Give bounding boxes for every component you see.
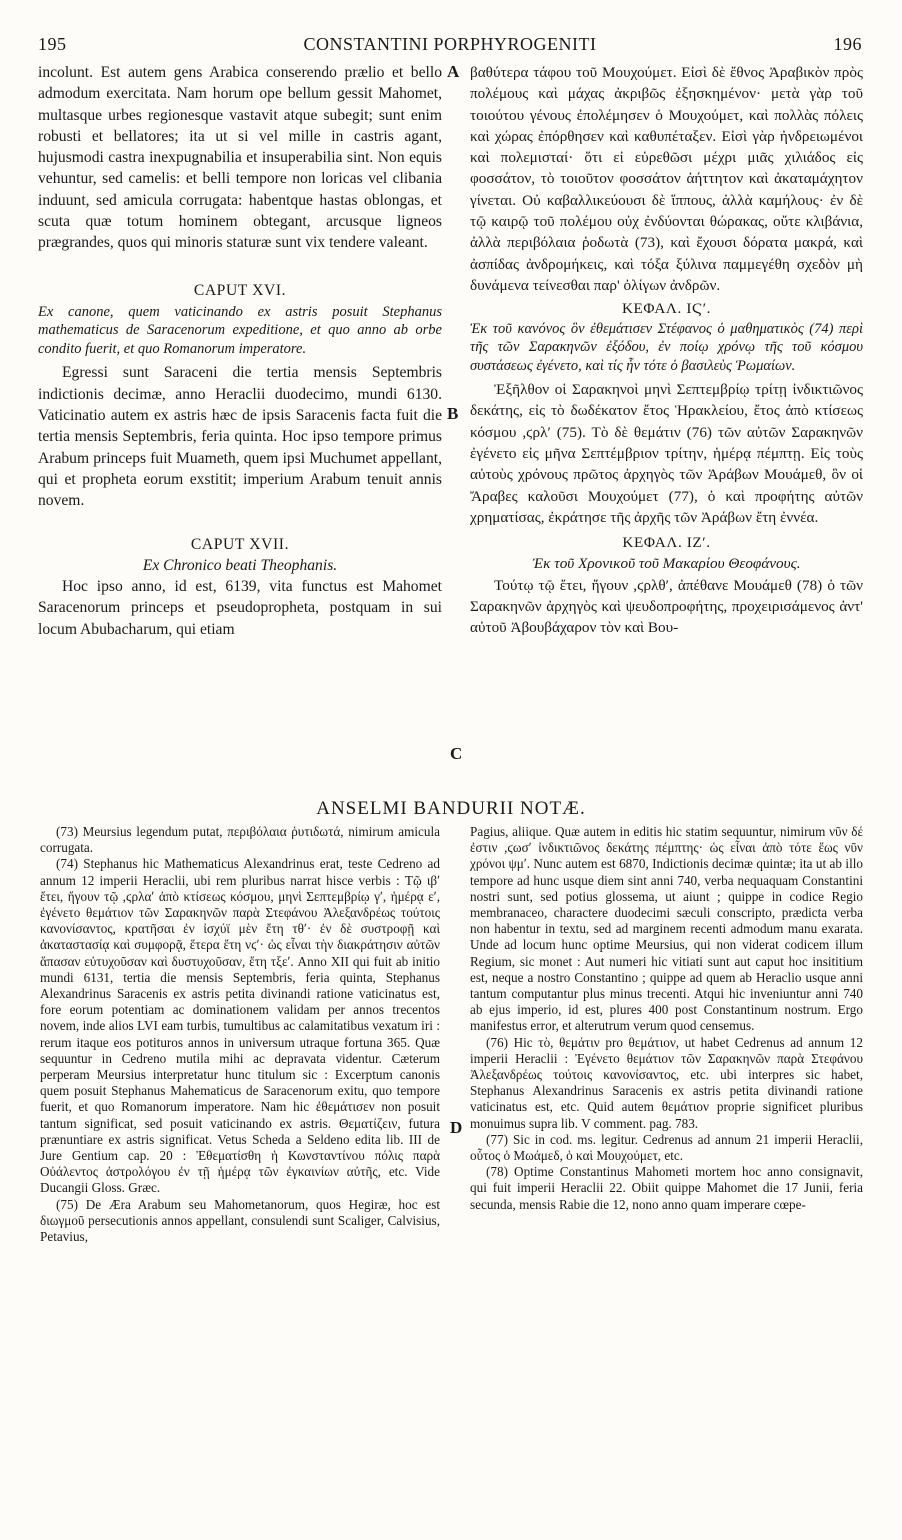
note-75-continued: Pagius, aliique. Quæ autem in editis hic statim sequuntur, nimirum νῦν δέ ἐστιν ,ϛωσʹ ἰνδικτιῶνος δεκάτης πέμπτης· ὡς εἶναι ἀπὸ τότε ἕως νῦν χρόνοι ψμʹ. Nunc autem est 6870, Indictionis decimæ quintæ; ita ut ab illo tempore ad hunc usque diem sint anni 740, verba nequaquam Constantini nostri sunt, sed potius glossema, ut aiunt ; quippe in codice Regio membranaceo, charactere duodecimi sæculi conscripto, prædicta verba non habentur in textu, sed ad marginem recenti admodum manu exarata. Unde ad locum hunc optime Meursius, qui non viderat codicem illum Regium, sic monet : Aut numeri hic vitiati sunt aut caput hoc insititium est, neque a nostro Constantino ; quippe ad quem ab Heraclio usque anni tantum computantur plus minus trecenti. Atqui hic inveniuntur anni 740 ab ejus imperio, id est, plures 400 post Constantinum nostrum. Ergo manifestus error, et alterutrum verum quod censemus. (470, 824, 863, 1034)
latin-chapter-16-title: CAPUT XVI. (193, 281, 287, 299)
greek-chapter-16-subtitle: Ἐκ τοῦ κανόνος ὃν ἐθεμάτισεν Στέφανος ὁ μαθηματικὸς (74) περὶ τῆς τῶν Σαρακηνῶν ἐξόδου, ἐν ποίῳ χρόνῳ τῆς τοῦ κόσμου συστάσεως ἐγένετο, καὶ τίς ἦν τότε ὁ βασιλεὺς Ῥωμαίων. (470, 320, 863, 374)
note-78: (78) Optime Constantinus Mahometi mortem hoc anno consignavit, qui fuit imperii Heraclii 22. Obiit quippe Mahomet die 17 Junii, feria secunda, mensis Rabie die 12, nono anno quam imperare cœpe- (470, 1164, 863, 1212)
running-title: CONSTANTINI PORPHYROGENITI (303, 34, 597, 54)
note-73: (73) Meursius legendum putat, περιβόλαια ῥυτιδωτά, nimirum amicula corrugata. (40, 824, 440, 856)
greek-chapter-17-text: Τούτῳ τῷ ἔτει, ἤγουν ,ϛρλθʹ, ἀπέθανε Μουάμεθ (78) ὁ τῶν Σαρακηνῶν ἀρχηγὸς καὶ ψευδοπροφήτης, προχειρισάμενος ἀντ' αὐτοῦ Ἀβουβάχαρον τὸν καὶ Βου- (470, 576, 863, 637)
margin-letter-c: C (450, 744, 463, 763)
latin-paragraph-1: incolunt. Est autem gens Arabica conserendo prælio et bello admodum exercitata. Nam horum ope bellum gessit Mahomet, multasque urbes regionesque vastavit atque subegit; sunt enim robusti et bellatores; ita ut si vel mille in castris agant, hujusmodi castra inexpugnabilia et insuperabilia sint. Non equis vehuntur, sed camelis: et belli tempore non loricas vel clibania induunt, sed amicula corrugata: habentque hastas oblongas, et scuta quæ totum hominem obtegant, arcusque ligneos prægrandes, quos qui minoris staturæ sunt vix tendere valeant. (38, 64, 442, 252)
latin-chapter-17-subtitle: Ex Chronico beati Theophanis. (142, 556, 338, 574)
notes-heading: ANSELMI BANDURII NOTÆ. (316, 798, 586, 819)
running-header (38, 34, 862, 58)
latin-column (38, 62, 442, 640)
margin-letter-b: B (447, 404, 459, 423)
greek-column (470, 62, 863, 639)
greek-chapter-17-title: ΚΕΦΑΛ. ΙΖʹ. (622, 534, 711, 552)
greek-paragraph-1: βαθύτερα τάφου τοῦ Μουχούμετ. Εἰσὶ δὲ ἔθνος Ἀραβικὸν πρὸς πολέμους καὶ μάχας ἀκριβῶς ἐξησκημένον· μετὰ γὰρ τοῦ τοιούτου γένους ἐπολέμησεν ὁ Μουχούμετ, καὶ πολλὰς πόλεις καὶ χώρας ἐπόρθησεν καὶ καθυπέταξεν. Εἰσὶ γὰρ ἠνδρειωμένοι καὶ πολεμισταί· ὅτι εἰ εὑρεθῶσι μέχρι μιᾶς χιλιάδος εἰς φοσσάτον, τὸ τοιοῦτον φοσσάτον ἀήττητον καὶ ἀκαταμάχητον γίνεται. Οὐ καβαλλικεύουσι δὲ ἵππους, ἀλλὰ καμήλους· ἐν δὲ τῷ καιρῷ τοῦ πολέμου οὐχ ἐνδύονται θώρακας, οὔτε κλιβάνια, ἀλλὰ περιβόλαια ῥοδωτὰ (73), καὶ ἔχουσι δόρατα μακρά, καὶ ἀσπίδας ἀνδρομήκεις, καὶ τόξα ξύλινα παμμεγέθη σχεδὸν μὴ δυνάμενα τείνεσθαι παρ' ὀλίγων ἀνδρῶν. (470, 64, 863, 294)
note-77: (77) Sic in cod. ms. legitur. Cedrenus ad annum 21 imperii Heraclii, οὗτος ὁ Μωάμεδ, ὁ καὶ Μουχούμετ, etc. (470, 1131, 863, 1164)
margin-letter-d: D (450, 1118, 463, 1137)
latin-chapter-17-title: CAPUT XVII. (190, 535, 290, 553)
note-76: (76) Hic τὸ, θεμάτιν pro θεμάτιον, ut habet Cedrenus ad annum 12 imperii Heraclii : Ἐγένετο θεμάτιον τῶν Σαρακηνῶν παρὰ Στεφάνου Ἀλεξανδρέως τούτοις κανονίσαντος, etc. ubi interpres sic habet, Stephanus Alexandrinus Saracenis ex astris petita divinandi ratione vaticinatus est, etc. Quid autem θεμάτιον proprie significet pluribus monuimus supra lib. V comment. pag. 783. (470, 1034, 863, 1131)
greek-chapter-16-text: Ἐξῆλθον οἱ Σαρακηνοὶ μηνὶ Σεπτεμβρίῳ τρίτῃ ἰνδικτιῶνος δεκάτης, εἰς τὸ δωδέκατον ἔτος Ἡρακλείου, ἔτος ἀπὸ κτίσεως κόσμου ,ϛρλʹ (75). Τὸ δὲ θεμάτιν (76) τῶν αὐτῶν Σαρακηνῶν ἐγένετο εἰς μῆνα Σεπτέμβριον τρίτην, ἡμέρᾳ πέμπτῃ. Εἰς τοὺς αὐτοὺς χρόνους πρῶτος ἀρχηγὸς τῶν Ἀράβων Μουάμεθ, ὃν οἱ Ἄραβες καλοῦσι Μουχούμετ (77), ὁ καὶ προφήτης αὐτῶν χρηματίσας, ἐκράτησε τῆς ἀρχῆς τῶν Ἀράβων ἔτη ἐννέα. (470, 381, 863, 526)
margin-letter-a: A (447, 62, 460, 81)
page-number-left: 195 (38, 34, 67, 54)
page-number-right: 196 (833, 34, 862, 54)
latin-chapter-16-subtitle: Ex canone, quem vaticinando ex astris posuit Stephanus mathematicus de Saracenorum expeditione, et quo anno ab orbe condito fuerit, et quo Romanorum imperatore. (38, 303, 442, 357)
note-74: (74) Stephanus hic Mathematicus Alexandrinus erat, teste Cedreno ad annum 12 imperii Heraclii, ubi rem pluribus narrat hisce verbis : Τῷ ιβʹ ἔτει, ἤγουν τῷ ,ϛρλαʹ ἀπὸ κτίσεως κόσμου, μηνὶ Σεπτεμβρίῳ γʹ, ἡμέρᾳ εʹ, ἐγένετο θεμάτιον τῶν Σαρακηνῶν παρὰ Στεφάνου Ἀλεξανδρέως τούτοις κανονίσαντος, κρατῆσαι ἐν ἰσχύϊ μὲν ἔτη τθʹ· ἐν δὲ συστροφῇ καὶ ἀκαταστασίᾳ καὶ συμφορᾷ, ἕτερα ἔτη νϛʹ· ὡς εἶναι τὴν διακράτησιν αὐτῶν ἅπασαν εὐτυχοῦσαν καὶ δυστυχοῦσαν, ἔτη τξεʹ. Anno XII qui fuit ab initio mundi 6131, tertia die mensis Septembris, feria quinta, Stephanus Alexandrinus Saracenis ex astris petita divinandi ratione vaticinatus est, fore eorum potentiam ac dominationem validam per annos trecentos novem, inde alios LVI eam turbis, tumultibus ac calamitatibus vexatum iri : rerum itaque eos potituros annos in universum utraque fortuna 365. Quæ sequuntur in Cedreno mutila mihi ac depravata videntur. Cæterum perperam Meursius interpretatur hunc titulum sic : Excerptum canonis quem posuit Stephanus Mahematicus de Saracenorum exitu, quo tempore fuerit, et quo Romanorum imperatore. Nam hic ἐθεμάτισεν non posuit tantum significat, sed posuit vaticinando ex astris. Θεματίζειν, futura prænuntiare ex astris significat. Vetus Scheda a Seldeno edita lib. III de Jure Gentium cap. 20 : Ἐθεματίσθη ἡ Κωνσταντίνου πόλις παρὰ Οὐάλεντος ἀστρολόγου ἐν τῇ ἡμέρᾳ τῶν ἐγκαινίων αὐτῆς, etc. Vide Ducangii Gloss. Græc. (40, 856, 440, 1196)
latin-chapter-17-text: Hoc ipso anno, id est, 6139, vita functus est Mahomet Saracenorum princeps et pseudopropheta, postquam in sui locum Abubacharum, qui etiam (38, 578, 442, 638)
notes-right-column (470, 824, 863, 1213)
greek-chapter-16-title: ΚΕΦΑΛ. ΙϚʹ. (621, 300, 712, 318)
latin-chapter-16-text: Egressi sunt Saraceni die tertia mensis Septembris indictionis decimæ, anno Heraclii duodecimo, mundi 6130. Vaticinatio autem ex astris hæc de ipsis Saracenis facta fuit die tertia mensis Septembris, feria quinta. Hoc ipso tempore primus Arabum princeps fuit Muameth, quem ipsi Muchumet appellant, qui et propheta eorum exstitit; imperium Arabum tenuit annis novem. (38, 364, 442, 510)
note-75: (75) De Æra Arabum seu Mahometanorum, quos Hegiræ, hoc est διωγμοῦ persecutionis annos appellant, consulendi sunt Scaliger, Calvisius, Petavius, (40, 1196, 440, 1245)
greek-chapter-17-subtitle: Ἐκ τοῦ Χρονικοῦ τοῦ Μακαρίου Θεοφάνους. (532, 555, 801, 573)
notes-left-column (40, 824, 440, 1245)
